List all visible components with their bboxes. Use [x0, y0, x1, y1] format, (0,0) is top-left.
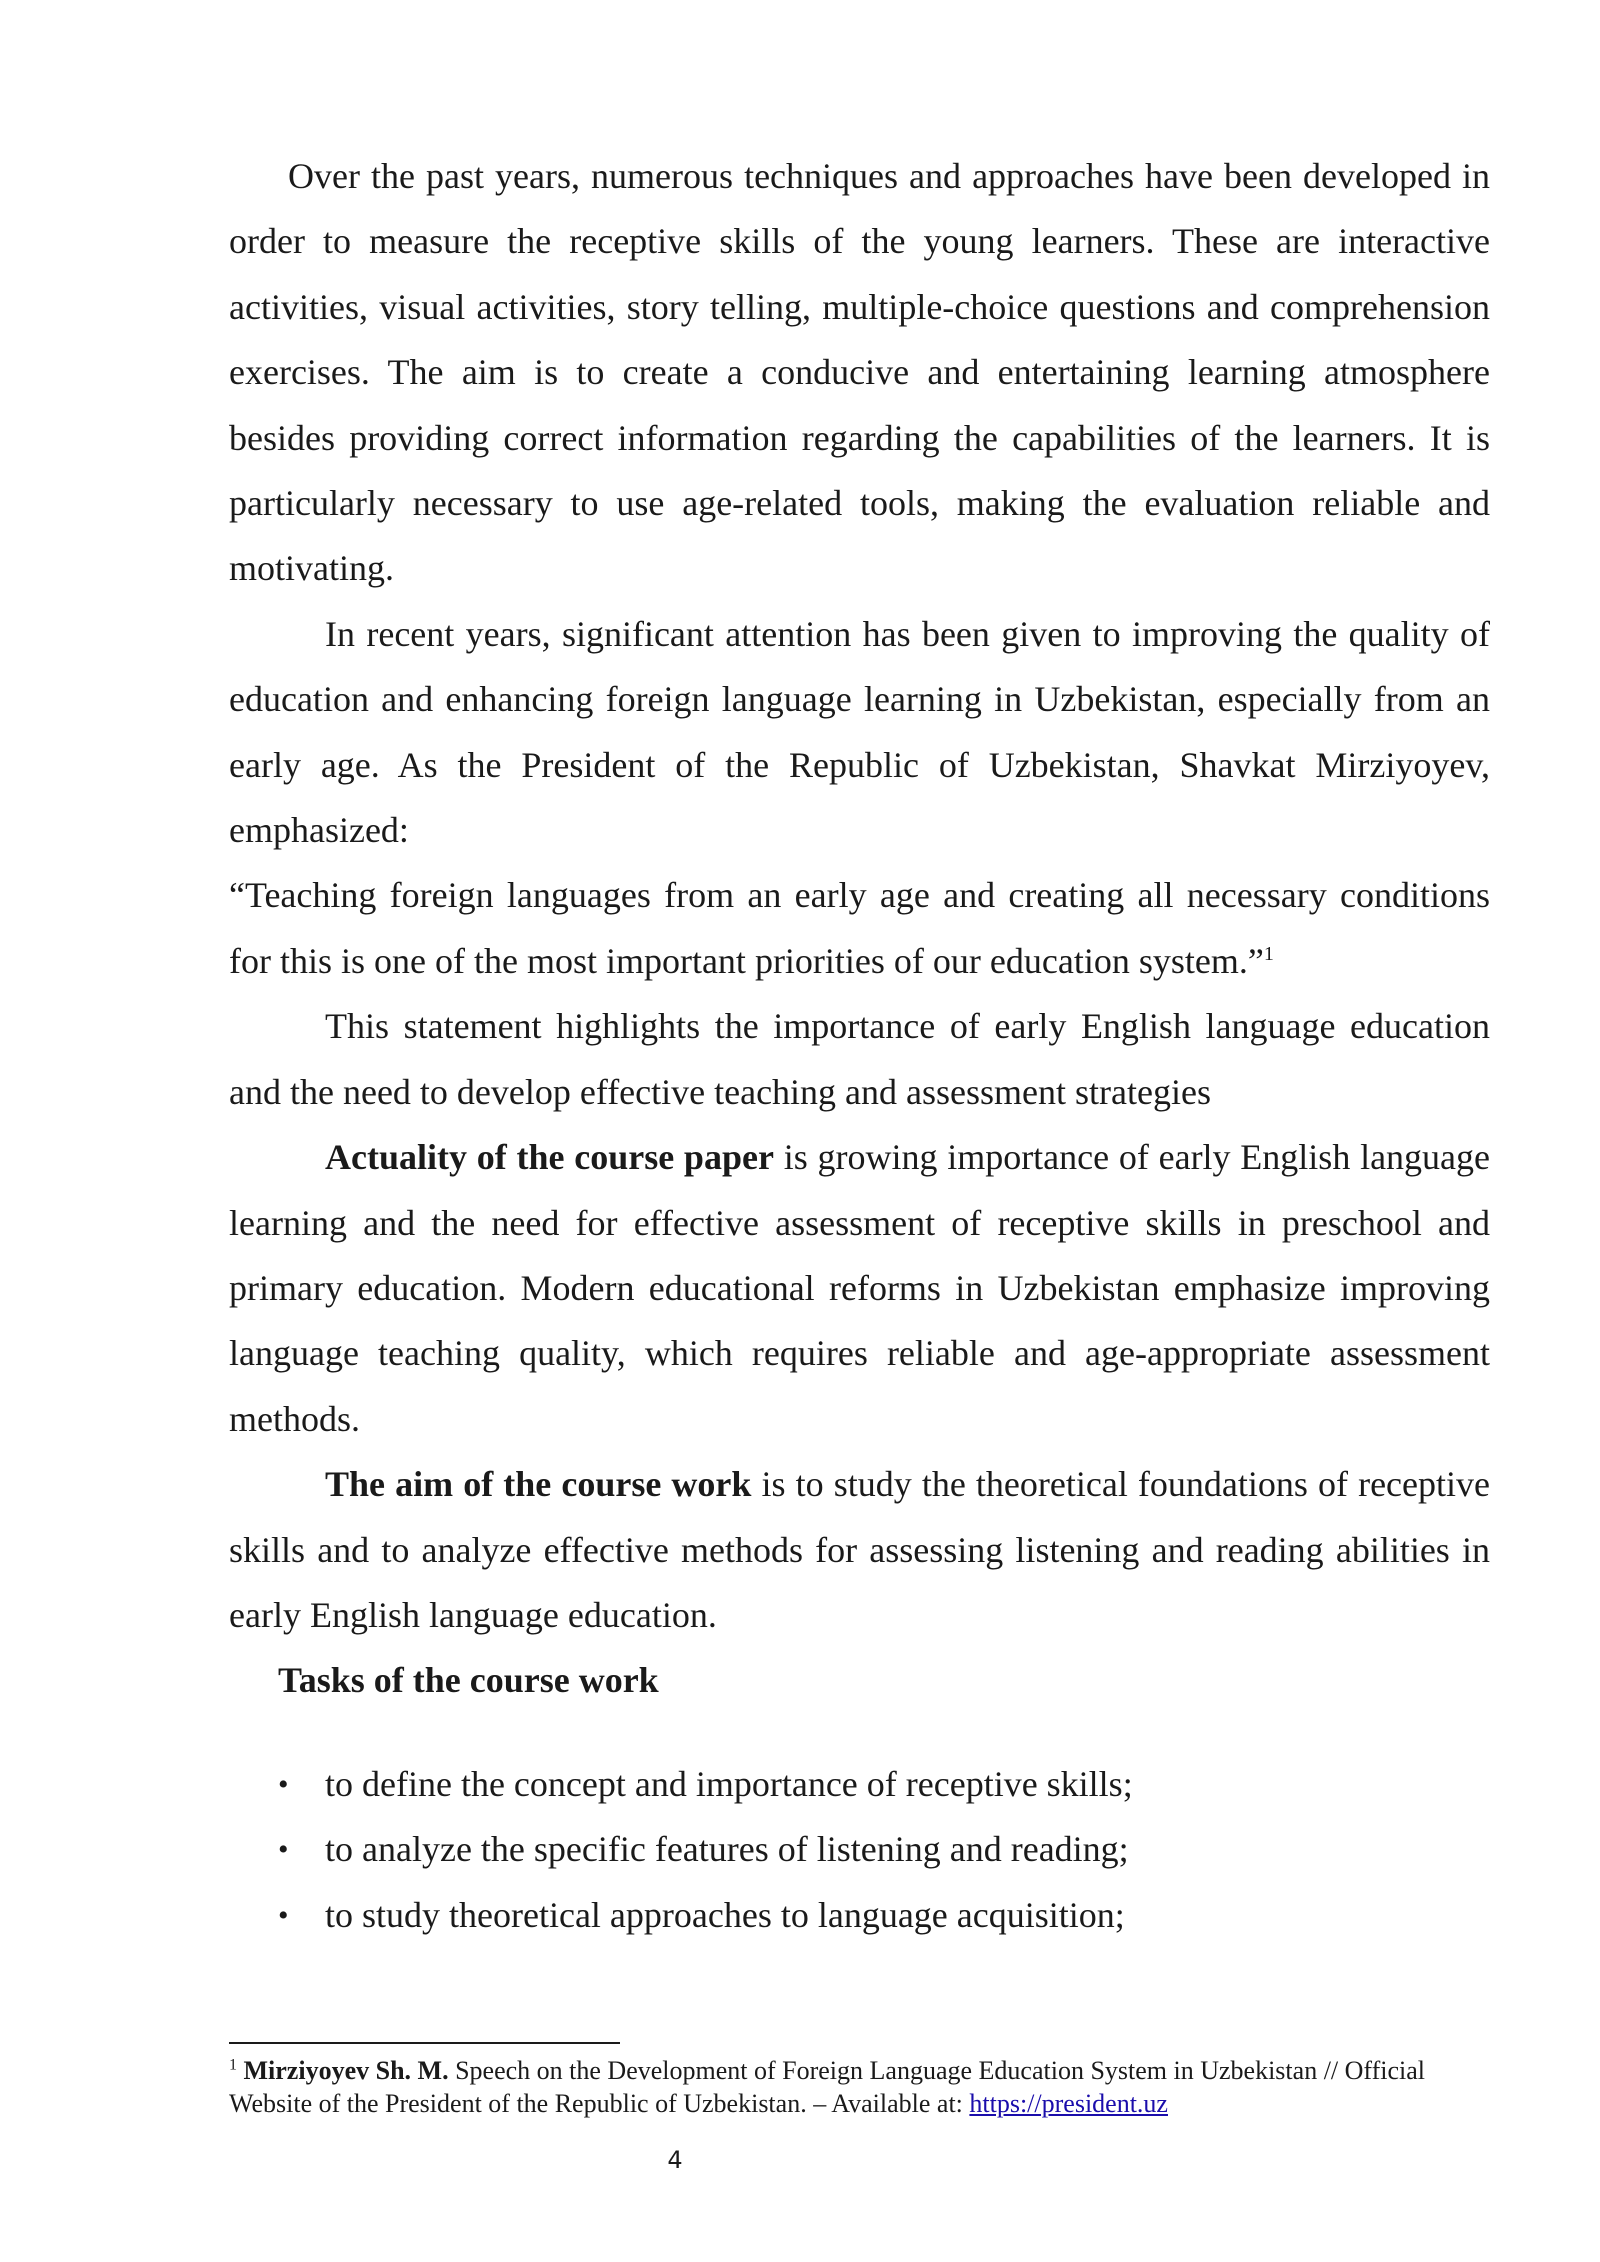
- tasks-heading: Tasks of the course work: [278, 1660, 659, 1701]
- footnote-link[interactable]: https://president.uz: [969, 2089, 1168, 2118]
- paragraph-actuality: [229, 1125, 1490, 1452]
- presidential-quote: [229, 863, 1490, 994]
- task-text: to study theoretical approaches to language acquisition;: [325, 1894, 1125, 1935]
- task-text: to define the concept and importance of receptive skills;: [325, 1763, 1133, 1804]
- list-item: [229, 1883, 1490, 1948]
- aim-text: is to study the theoretical foundations of receptive skills and to analyze effective methods for assessing listening and reading abilities in early English language education.: [229, 1464, 1490, 1635]
- actuality-label: Actuality of the course paper: [325, 1137, 774, 1178]
- tasks-list: [229, 1752, 1490, 1948]
- paragraph-statement: This statement highlights the importance of early English language education and the need to develop effective teaching and assessment strategies: [229, 1006, 1490, 1112]
- footnote-divider: [229, 2042, 620, 2044]
- bullet-icon: •: [278, 1833, 289, 1867]
- document-page: [229, 144, 1490, 1948]
- bullet-icon: •: [278, 1767, 289, 1801]
- page-number: 4: [667, 2146, 683, 2174]
- actuality-text: is growing importance of early English language learning and the need for effective assessment of receptive skills in preschool and primary education. Modern educational reforms in Uzbekistan emphasize improving language teaching quality, which requires reliable and age-appropriate assessment methods.: [229, 1137, 1491, 1439]
- bullet-icon: •: [278, 1898, 289, 1932]
- paragraph-aim: [229, 1452, 1490, 1648]
- list-item: [229, 1752, 1490, 1817]
- footnote-author: Mirziyoyev Sh. M.: [243, 2056, 449, 2085]
- footnote-text: Speech on the Development of Foreign Language Education System in Uzbekistan // Official Website of the President of the Republic of Uzbekistan. – Available at:: [229, 2056, 1426, 2118]
- paragraph-recent-years: In recent years, significant attention has been given to improving the quality of education and enhancing foreign language learning in Uzbekistan, especially from an early age. As the President of the Republic of Uzbekistan, Shavkat Mirziyoyev, emphasized:: [229, 613, 1490, 851]
- quote-text: “Teaching foreign languages from an early age and creating all necessary conditions for this is one of the most important priorities of our education system.”: [229, 875, 1490, 981]
- paragraph-techniques: Over the past years, numerous techniques and approaches have been developed in order to measure the receptive skills of the young learners. These are interactive activities, visual activities, story telling, multiple-choice questions and comprehension exercises. The aim is to create a conducive and entertaining learning atmosphere besides providing correct information regarding the capabilities of the learners. It is particularly necessary to use age-related tools, making the evaluation reliable and motivating.: [229, 156, 1490, 589]
- task-text: to analyze the specific features of listening and reading;: [325, 1829, 1129, 1870]
- list-item: [229, 1817, 1490, 1882]
- footnote-number: 1: [229, 2056, 237, 2074]
- footnote: [229, 2054, 1490, 2120]
- footnote-reference[interactable]: 1: [1263, 942, 1274, 965]
- aim-label: The aim of the course work: [325, 1464, 752, 1505]
